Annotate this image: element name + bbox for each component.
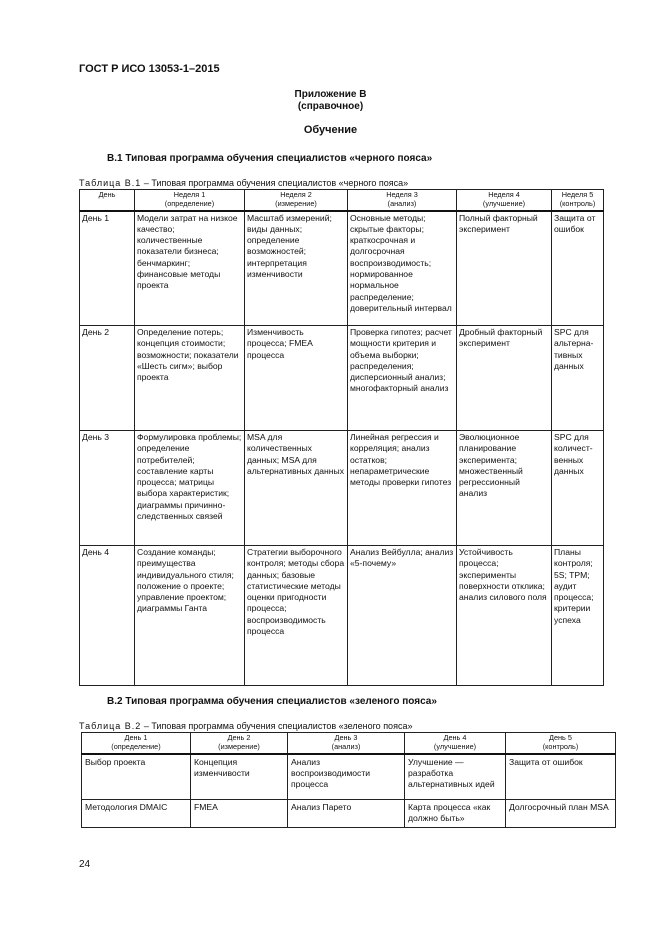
table-cell: Анализ Вейбулла; анализ «5-почему» bbox=[348, 546, 457, 686]
table-cell: Защита от ошибок bbox=[506, 754, 616, 800]
table-b2-caption-label: Таблица В.2 bbox=[79, 721, 142, 731]
table-b1-header-row bbox=[80, 190, 604, 211]
annex-kind: (справочное) bbox=[297, 101, 364, 112]
table-b1-header-cell: День bbox=[80, 190, 135, 211]
table-b2-caption-text: – Типовая программа обучения специалистов «зеленого пояса» bbox=[141, 721, 413, 731]
table-b2-header-cell: День 5 (контроль) bbox=[506, 733, 616, 754]
table-cell: Основные методы; скрытые факторы; краткосрочная и долгосрочная воспроизводимость; нормированное нормальное распределение; доверительный интервал bbox=[348, 211, 457, 326]
table-row bbox=[80, 326, 604, 431]
table-b2-header-cell: День 4 (улучшение) bbox=[405, 733, 506, 754]
table-cell: Создание команды; преимущества индивидуального стиля; положение о проекте; управление проектом; диаграммы Ганта bbox=[135, 546, 245, 686]
annex-title: Приложение В bbox=[294, 89, 367, 100]
table-b1-header-cell: Неделя 1 (определение) bbox=[135, 190, 245, 211]
table-b1-caption-label: Таблица В.1 bbox=[79, 178, 142, 188]
table-cell: Модели затрат на низкое качество; количественные показатели бизнеса; бенчмаркинг; финансовые методы проекта bbox=[135, 211, 245, 326]
table-cell: Изменчивость процесса; FMEA процесса bbox=[245, 326, 348, 431]
table-b1-caption-text: – Типовая программа обучения специалистов «черного пояса» bbox=[141, 178, 409, 188]
table-cell: Защита от ошибок bbox=[552, 211, 604, 326]
table-cell: Проверка гипотез; расчет мощности критерия и объема выборки; распределения; дисперсионный анализ; многофакторный анализ bbox=[348, 326, 457, 431]
table-cell: Улучшение — разработка альтернативных идей bbox=[405, 754, 506, 800]
table-cell: Анализ воспроизводимости процесса bbox=[288, 754, 405, 800]
table-cell: День 2 bbox=[80, 326, 135, 431]
subsection-b1-heading: B.1 Типовая программа обучения специалистов «черного пояса» bbox=[107, 153, 433, 164]
table-b2-header-cell: День 2 (измерение) bbox=[191, 733, 288, 754]
table-cell: Эволюционное планирование эксперимента; множественный регрессионный анализ bbox=[457, 431, 552, 546]
section-title: Обучение bbox=[303, 124, 358, 136]
table-cell: День 3 bbox=[80, 431, 135, 546]
table-cell: Формулировка проблемы; определение потребителей; составление карты процесса; матрицы выбора характеристик; диаграммы причинно-следственных связей bbox=[135, 431, 245, 546]
table-cell: Выбор проекта bbox=[82, 754, 191, 800]
table-cell: Масштаб измерений; виды данных; определение возможностей; интерпретация изменчивости bbox=[245, 211, 348, 326]
table-cell: FMEA bbox=[191, 800, 288, 828]
table-cell: Долгосрочный план MSA bbox=[506, 800, 616, 828]
table-cell: SPC для количест-венных данных bbox=[552, 431, 604, 546]
table-b2 bbox=[81, 732, 616, 828]
table-row bbox=[80, 546, 604, 686]
page-number: 24 bbox=[79, 859, 91, 870]
table-cell: Полный факторный эксперимент bbox=[457, 211, 552, 326]
table-cell: Анализ Парето bbox=[288, 800, 405, 828]
table-b2-caption bbox=[79, 721, 412, 731]
table-cell: MSA для количественных данных; MSA для альтернативных данных bbox=[245, 431, 348, 546]
table-cell: Определение потерь; концепция стоимости; возможности; показатели «Шесть сигм»; выбор проекта bbox=[135, 326, 245, 431]
table-b2-header-row bbox=[82, 733, 616, 754]
table-row bbox=[82, 800, 616, 828]
table-b1-header-cell: Неделя 5 (контроль) bbox=[552, 190, 604, 211]
subsection-b2-heading: B.2 Типовая программа обучения специалистов «зеленого пояса» bbox=[107, 696, 437, 707]
table-cell: Дробный факторный эксперимент bbox=[457, 326, 552, 431]
table-cell: Планы контроля; 5S; TPM; аудит процесса; критерии успеха bbox=[552, 546, 604, 686]
table-cell: День 4 bbox=[80, 546, 135, 686]
table-b1-header-cell: Неделя 3 (анализ) bbox=[348, 190, 457, 211]
table-cell: Устойчивость процесса; эксперименты поверхности отклика; анализ силового поля bbox=[457, 546, 552, 686]
table-row bbox=[80, 211, 604, 326]
table-row bbox=[82, 754, 616, 800]
table-cell: Линейная регрессия и корреляция; анализ остатков; непараметрические методы проверки гипотез bbox=[348, 431, 457, 546]
table-b1-header-cell: Неделя 2 (измерение) bbox=[245, 190, 348, 211]
table-b1 bbox=[79, 189, 604, 686]
table-cell: День 1 bbox=[80, 211, 135, 326]
table-b1-header-cell: Неделя 4 (улучшение) bbox=[457, 190, 552, 211]
table-b1-caption bbox=[79, 178, 408, 188]
table-cell: SPC для альтерна-тивных данных bbox=[552, 326, 604, 431]
document-header: ГОСТ Р ИСО 13053-1–2015 bbox=[79, 63, 220, 75]
table-cell: Методология DMAIC bbox=[82, 800, 191, 828]
table-cell: Концепция изменчивости bbox=[191, 754, 288, 800]
table-b2-header-cell: День 3 (анализ) bbox=[288, 733, 405, 754]
table-cell: Стратегии выборочного контроля; методы сбора данных; базовые статистические методы оценки пригодности процесса; воспроизводимость процесса bbox=[245, 546, 348, 686]
table-b2-header-cell: День 1 (определение) bbox=[82, 733, 191, 754]
table-row bbox=[80, 431, 604, 546]
table-cell: Карта процесса «как должно быть» bbox=[405, 800, 506, 828]
